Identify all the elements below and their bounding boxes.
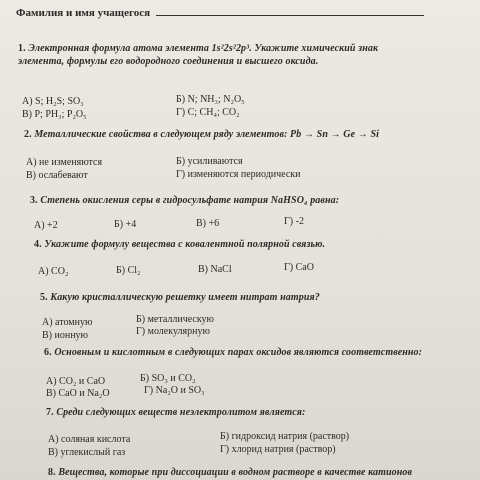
question-8: 8. Вещества, которые при диссоциации в водном растворе в качестве катионов — [48, 467, 413, 478]
question-2-text: Металлические свойства в следующем ряду элементов: Pb → Sn → Ge → Si — [34, 129, 379, 140]
q7-option-d: Г) хлорид натрия (раствор) — [220, 444, 336, 455]
question-2: 2. Металлические свойства в следующем ряду элементов: Pb → Sn → Ge → Si — [24, 129, 379, 140]
question-5: 5. Какую кристаллическую решетку имеет нитрат натрия? — [40, 292, 320, 303]
q1-option-a: А) S; H₂S; SO₃ — [22, 96, 84, 107]
q4-option-a: А) CO₂ — [38, 266, 69, 277]
q5-option-c: В) ионную — [42, 330, 89, 341]
question-1: 1. Электронная формула атома элемента 1s²2s²2p³. Укажите химический знак элемента, формулы его водородного соединения и высшего оксида. — [18, 43, 379, 67]
q3-option-a: А) +2 — [34, 220, 58, 231]
q2-option-b: Б) усиливаются — [176, 156, 243, 167]
q2-option-a: А) не изменяются — [26, 157, 103, 168]
question-5-text: Какую кристаллическую решетку имеет нитрат натрия? — [50, 292, 320, 303]
q2-option-d: Г) изменяются периодически — [176, 169, 301, 180]
question-6-text: Основным и кислотным в следующих парах оксидов являются соответственно: — [54, 347, 423, 358]
q5-option-b: Б) металлическую — [136, 314, 215, 325]
student-name-header — [16, 6, 466, 19]
student-name-line — [156, 6, 424, 16]
q7-option-c: В) углекислый газ — [48, 447, 126, 458]
q3-option-b: Б) +4 — [114, 219, 137, 230]
q6-option-c: В) CaO и Na₂O — [46, 388, 110, 399]
q7-option-b: Б) гидроксид натрия (раствор) — [220, 431, 350, 442]
q6-option-b: Б) SO₃ и CO₂ — [140, 373, 196, 384]
question-3-text: Степень окисления серы в гидросульфате натрия NaHSO₄ равна: — [40, 195, 340, 206]
q7-option-a: А) соляная кислота — [48, 434, 131, 445]
q5-option-d: Г) молекулярную — [136, 326, 210, 337]
q3-option-d: Г) -2 — [284, 216, 304, 227]
question-4: 4. Укажите формулу вещества с ковалентной полярной связью. — [34, 239, 326, 250]
question-8-text: Вещества, которые при диссоциации в водном растворе в качестве катионов — [58, 467, 413, 478]
q4-option-c: В) NaCl — [198, 264, 232, 275]
q3-option-c: В) +6 — [196, 218, 220, 229]
q5-option-a: А) атомную — [42, 317, 93, 328]
question-1-text-line2: элемента, формулы его водородного соединения и высшего оксида. — [18, 56, 319, 67]
question-6: 6. Основным и кислотным в следующих парах оксидов являются соответственно: — [44, 347, 423, 358]
q1-option-c: В) P; PH₃; P₂O₅ — [22, 109, 87, 120]
question-7: 7. Среди следующих веществ неэлектролитом является: — [46, 407, 306, 418]
question-4-text: Укажите формулу вещества с ковалентной полярной связью. — [44, 239, 326, 250]
question-3: 3. Степень окисления серы в гидросульфате натрия NaHSO₄ равна: — [30, 195, 340, 206]
q1-option-b: Б) N; NH₃; N₂O₅ — [176, 94, 245, 105]
q4-option-b: Б) Cl₂ — [116, 265, 141, 276]
q6-option-d: Г) Na₂O и SO₃ — [144, 385, 205, 396]
q6-option-a: А) CO₂ и CaO — [46, 376, 106, 387]
q1-option-d: Г) С; CH₄; CO₂ — [176, 107, 240, 118]
question-7-text: Среди следующих веществ неэлектролитом является: — [56, 407, 306, 418]
student-name-label: Фамилия и имя учащегося — [16, 7, 151, 19]
question-1-text-line1: Электронная формула атома элемента 1s²2s²2p³. Укажите химический знак — [28, 43, 379, 54]
q2-option-c: В) ослабевают — [26, 170, 88, 181]
q4-option-d: Г) CaO — [284, 262, 314, 273]
